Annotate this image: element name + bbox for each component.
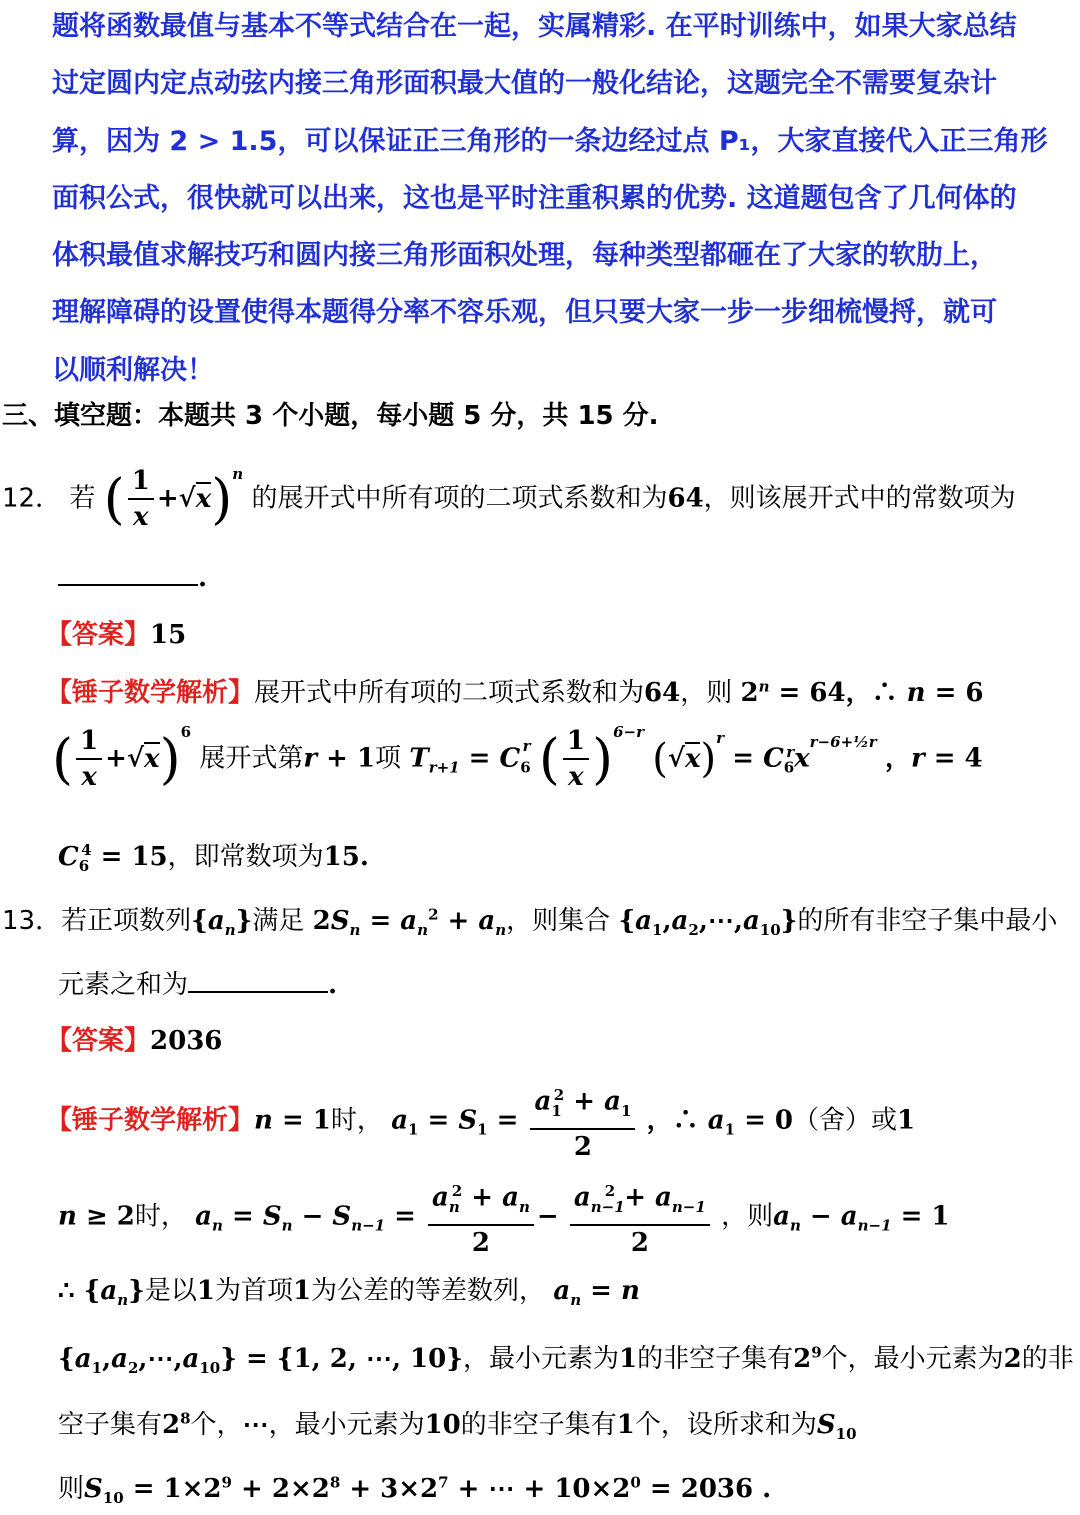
commentary-line: 面积公式，很快就可以出来，这也是平时注重积累的优势. 这道题包含了几何体的: [52, 182, 1017, 214]
q13-analysis-line-4: $\{a_1,a_2,\cdots,a_{10}\} = \{1$, 2, ⋯, 10}，最小元素为1的非空子集有$2^9$个，最小元素为2的非: [58, 1343, 1074, 1378]
q12-stem: 12． 若 ( $\frac{1}{x}$ +√x)$^n$ 的展开式中所有项的二项式系数和为64，则该展开式中的常数项为: [2, 464, 1016, 532]
commentary-line: 体积最值求解技巧和圆内接三角形面积处理，每种类型都砸在了大家的软肋上，: [52, 240, 997, 272]
answer-value: 15: [150, 620, 187, 650]
answer-value: 2036: [150, 1026, 223, 1056]
final-sum: 2036: [680, 1474, 754, 1504]
commentary-line: 算，因为 2 > 1.5，可以保证正三角形的一条边经过点 P₁，大家直接代入正三角形: [52, 125, 1048, 157]
commentary-line: 以顺利解决！: [52, 354, 214, 386]
q13-stem: 13．若正项数列$\{a_n\}$满足 $2S_n = a_n^2 + a_n$，则集合 $\{a_1,a_2,\cdots,a_{10}\}$的所有非空子集中最小: [2, 905, 1058, 940]
q13-analysis-line-3: ∴ $\{a_n\}$是以1为首项1为公差的等差数列， $a_n = n$: [58, 1276, 640, 1310]
q12-blank: .: [58, 558, 207, 593]
q13-analysis-line-5: 空子集有$2^8$个，⋯，最小元素为10的非空子集有1个，设所求和为$S_{10}$: [58, 1409, 857, 1444]
analysis-tag: 【锤子数学解析】: [46, 678, 255, 708]
q13-answer: [46, 1020, 222, 1057]
q12-number: 12．: [2, 483, 62, 514]
q12-analysis-line-2: ( $\frac{1}{x}$ +√x)$^6$ 展开式第r + 1项 $T_{r+1} = C_6^r$ ( $\frac{1}{x}$ )$^{6-r}$ $(√x)^r = C_6^rx^{r-6+\frac{1}{2}r}$ ，r = 4: [52, 722, 983, 792]
q13-analysis-line-6: 则$S_{10} = 1\times 2^9 + 2\times 2^8 + 3\times 2^7$ + ⋯ + $10\times 2^0 = 2036$ .: [58, 1473, 772, 1508]
q12-answer: [46, 614, 186, 651]
commentary-block: [52, 0, 1060, 399]
q13-stem-line-2: 元素之和为 .: [58, 964, 337, 1001]
q12-analysis-line-1: 【锤子数学解析】展开式中所有项的二项式系数和为64，则 $2^n = 64$，∴ n = 6: [46, 677, 984, 708]
answer-tag: 【答案】: [46, 1026, 151, 1056]
q13-analysis-line-1: 【锤子数学解析】n = 1时， $a_1 = S_1$ = $\frac{a_1^2 + a_1}{2}$ ，∴ $a_1 = 0$（舍）或1: [46, 1080, 915, 1162]
answer-tag: 【答案】: [46, 620, 151, 650]
q12-analysis-line-3: $C_6^4 = 15$，即常数项为15.: [58, 841, 369, 876]
commentary-line: 过定圆内定点动弦内接三角形面积最大值的一般化结论，这题完全不需要复杂计: [52, 68, 997, 100]
q13-analysis-line-2: n ≥ 2时， $a_n = S_n - S_{n-1}$ = $\frac{a_n^2 + a_n}{2}$ − $\frac{a_{n-1}^2 + a_{n-1}}{2}$ ，则$a_n - a_{n-1} = 1$: [58, 1176, 950, 1258]
analysis-tag: 【锤子数学解析】: [46, 1105, 255, 1136]
section-title: 三、填空题：本题共 3 个小题，每小题 5 分，共 15 分.: [2, 401, 659, 431]
q12-sum-value: 64: [667, 483, 704, 514]
commentary-line: 理解障碍的设置使得本题得分率不容乐观，但只要大家一步一步细梳慢捋，就可: [52, 297, 997, 329]
commentary-line: 题将函数最值与基本不等式结合在一起，实属精彩. 在平时训练中，如果大家总结: [52, 11, 1017, 42]
q13-number: 13．: [2, 906, 62, 936]
